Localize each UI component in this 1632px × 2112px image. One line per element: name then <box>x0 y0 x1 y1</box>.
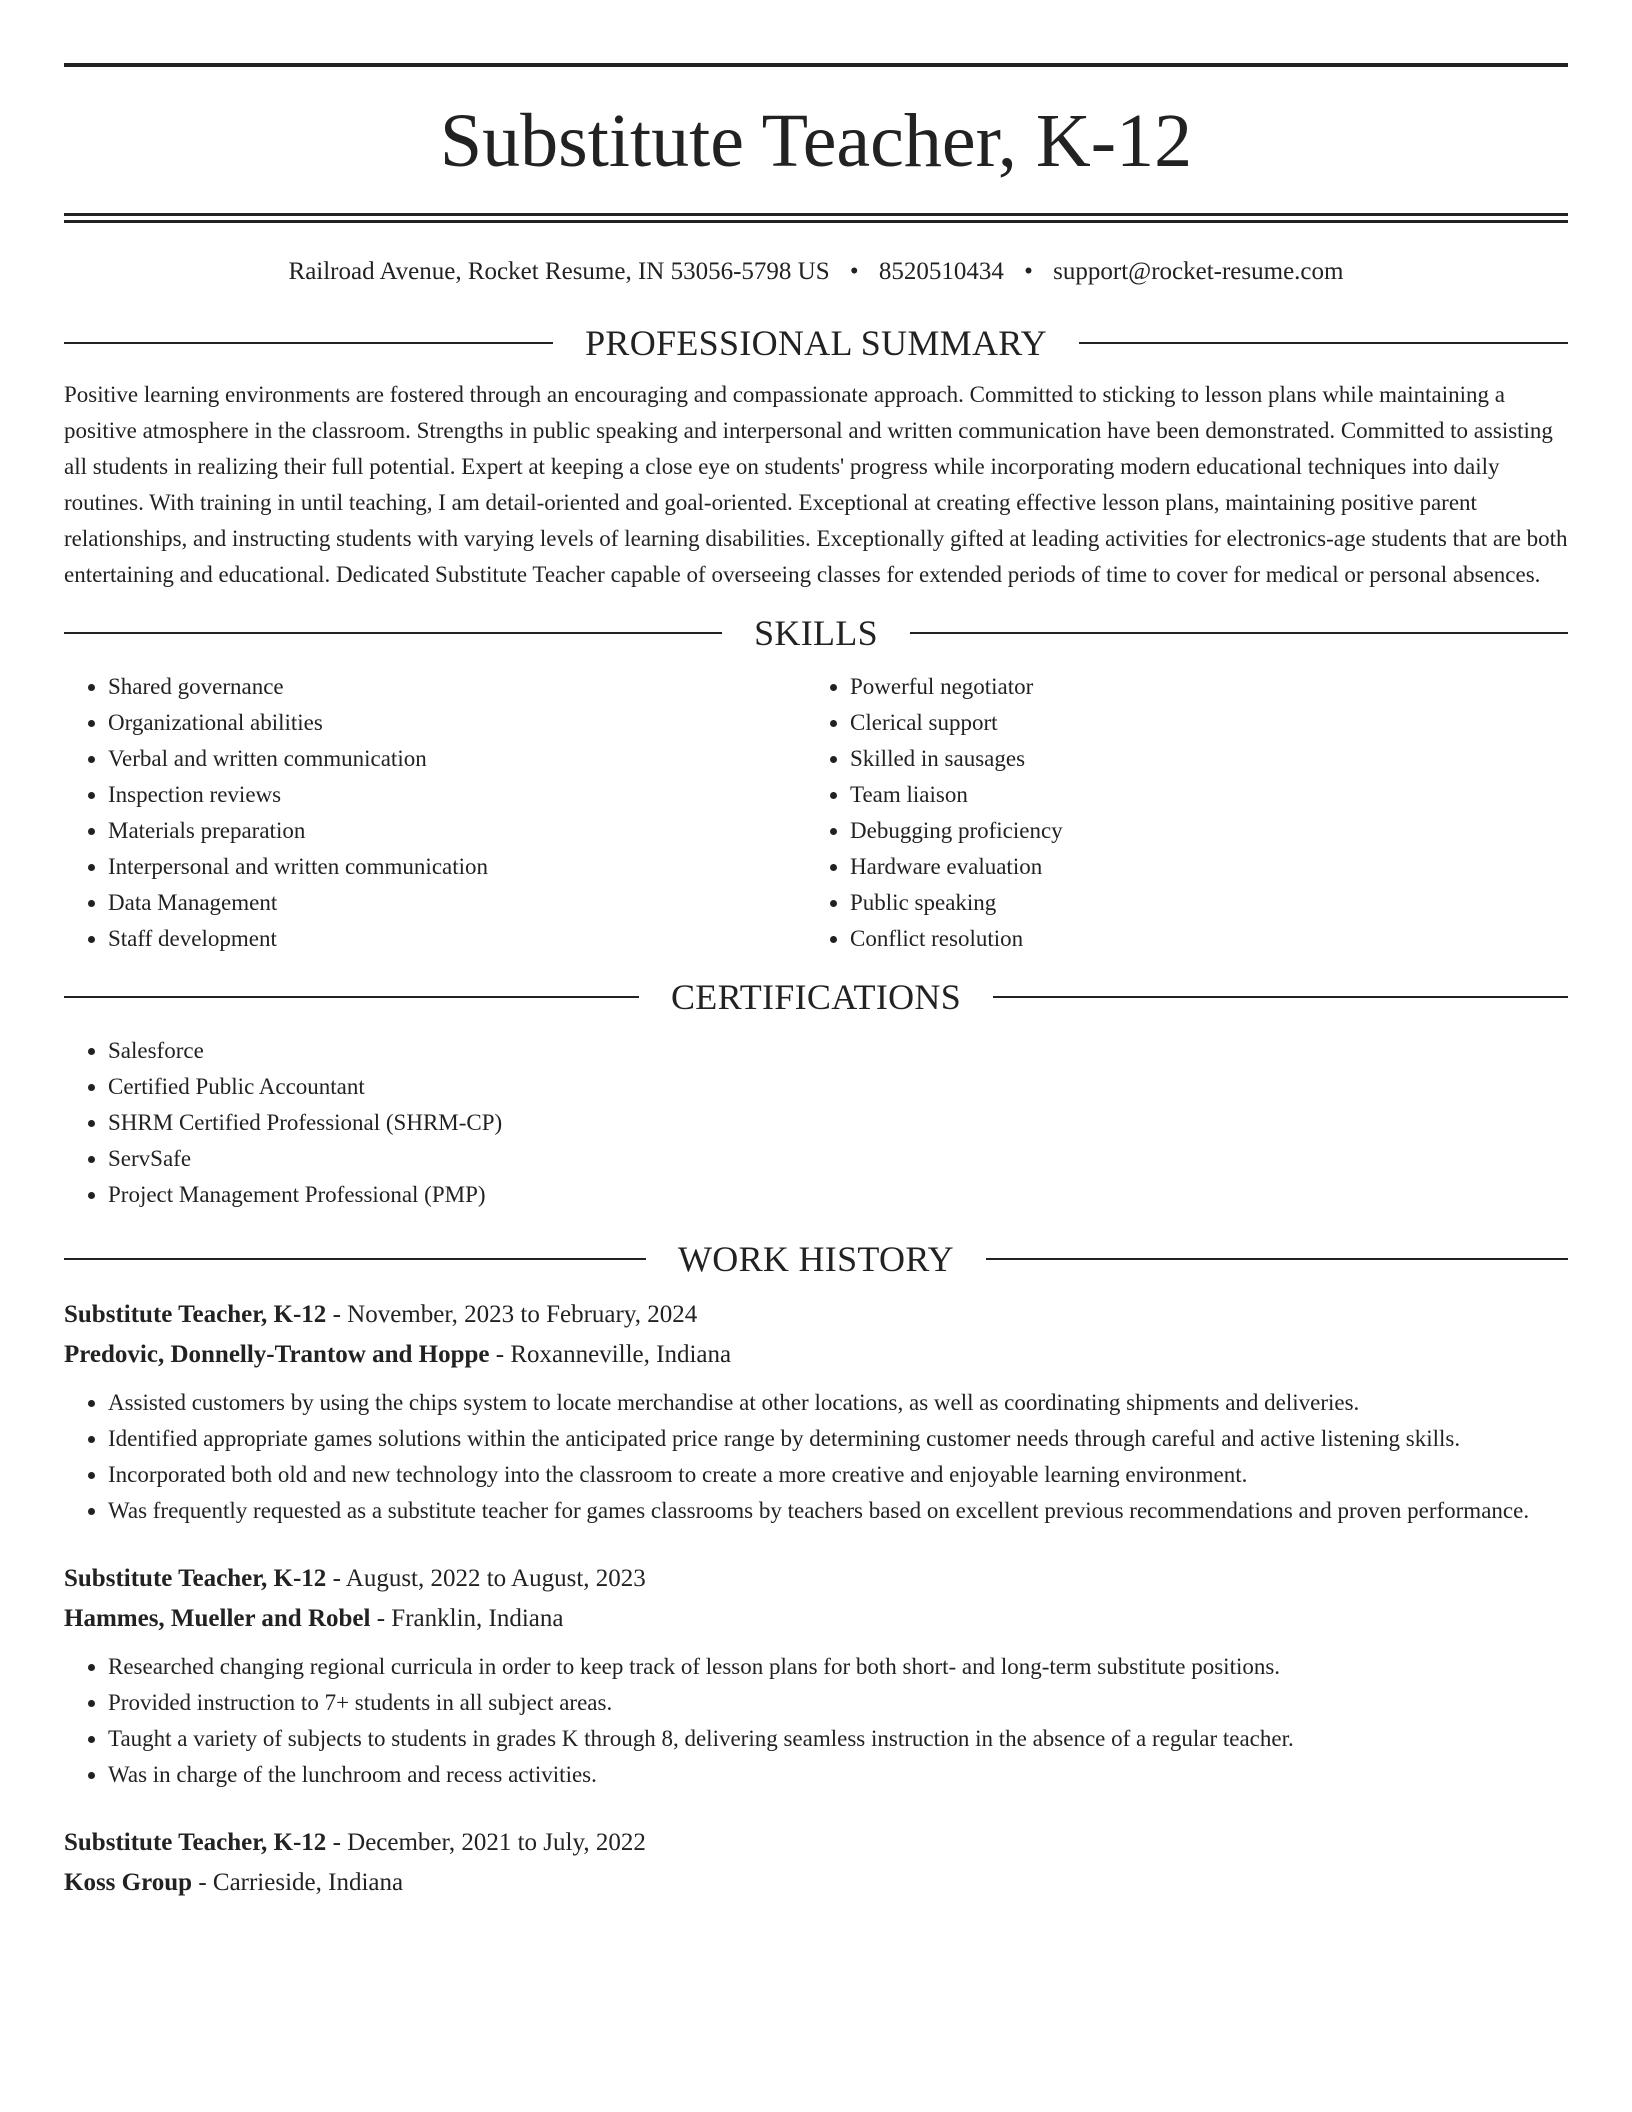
job-dates: - November, 2023 to February, 2024 <box>326 1301 698 1328</box>
job-company-line <box>64 1599 1568 1639</box>
skill-item: • Verbal and written communication <box>108 741 806 777</box>
job-bullet: • Provided instruction to 7+ students in all subject areas. <box>108 1685 1568 1721</box>
job-company-line <box>64 1335 1568 1375</box>
job-bullet: • Was frequently requested as a substitute teacher for games classrooms by teachers based on excellent previous recommendations and proven performance. <box>108 1493 1568 1529</box>
heading-rule <box>910 632 1568 634</box>
contact-phone: 8520510434 <box>878 258 1004 285</box>
job-entry <box>64 1295 1568 1529</box>
job-dates: - August, 2022 to August, 2023 <box>326 1565 646 1592</box>
skills-column-right <box>806 669 1568 957</box>
certifications-list <box>64 1033 1568 1213</box>
skill-item: • Data Management <box>108 885 806 921</box>
skill-item: • Materials preparation <box>108 813 806 849</box>
skill-item: • Inspection reviews <box>108 777 806 813</box>
skill-item: • Staff development <box>108 921 806 957</box>
contact-line <box>64 257 1568 287</box>
skills-list <box>64 669 1568 957</box>
skill-item: • Conflict resolution <box>850 921 1568 957</box>
skill-item: • Hardware evaluation <box>850 849 1568 885</box>
job-bullet: • Incorporated both old and new technology into the classroom to create a more creative and enjoyable learning environment. <box>108 1457 1568 1493</box>
job-company-line <box>64 1863 1568 1903</box>
job-title: Substitute Teacher, K-12 <box>64 1565 327 1592</box>
certification-item: • Salesforce <box>108 1033 1568 1069</box>
work-history-heading-label: WORK HISTORY <box>678 1239 954 1279</box>
summary-heading-label: PROFESSIONAL SUMMARY <box>585 323 1047 363</box>
job-bullet: • Was in charge of the lunchroom and recess activities. <box>108 1757 1568 1793</box>
certification-item: • ServSafe <box>108 1141 1568 1177</box>
job-title: Substitute Teacher, K-12 <box>64 1301 327 1328</box>
heading-rule <box>1079 342 1568 344</box>
job-location: - Carrieside, Indiana <box>192 1869 404 1896</box>
job-bullet: • Taught a variety of subjects to students in grades K through 8, delivering seamless instruction in the absence of a regular teacher. <box>108 1721 1568 1757</box>
skills-heading <box>64 611 1568 655</box>
job-company: Koss Group <box>64 1869 193 1896</box>
resume-content <box>64 0 1568 1903</box>
skill-item: • Public speaking <box>850 885 1568 921</box>
heading-rule <box>993 996 1568 998</box>
resume-title: Substitute Teacher, K-12 <box>439 99 1193 183</box>
top-rule <box>64 63 1568 67</box>
skill-item: • Organizational abilities <box>108 705 806 741</box>
skill-item: • Skilled in sausages <box>850 741 1568 777</box>
job-company: Hammes, Mueller and Robel <box>64 1605 371 1632</box>
skill-item: • Debugging proficiency <box>850 813 1568 849</box>
work-history-heading <box>64 1237 1568 1281</box>
summary-heading <box>64 321 1568 365</box>
job-location: - Franklin, Indiana <box>370 1605 564 1632</box>
certification-item: • SHRM Certified Professional (SHRM-CP) <box>108 1105 1568 1141</box>
skill-item: • Clerical support <box>850 705 1568 741</box>
skill-item: • Interpersonal and written communication <box>108 849 806 885</box>
heading-rule <box>64 996 639 998</box>
certifications-heading-label: CERTIFICATIONS <box>670 977 962 1017</box>
job-title-line <box>64 1823 1568 1863</box>
contact-email: support@rocket-resume.com <box>1053 258 1344 285</box>
job-bullet: • Assisted customers by using the chips system to locate merchandise at other locations, as well as coordinating shipments and deliveries. <box>108 1385 1568 1421</box>
skill-item: • Shared governance <box>108 669 806 705</box>
job-title: Substitute Teacher, K-12 <box>64 1829 327 1856</box>
title-double-rule <box>64 213 1568 223</box>
skills-column-left <box>64 669 806 957</box>
job-location: - Roxanneville, Indiana <box>489 1341 732 1368</box>
certification-item: • Certified Public Accountant <box>108 1069 1568 1105</box>
contact-separator: • <box>849 258 859 285</box>
heading-rule <box>64 1258 646 1260</box>
job-entry <box>64 1559 1568 1793</box>
skills-heading-label: SKILLS <box>754 613 878 653</box>
skill-item: • Team liaison <box>850 777 1568 813</box>
job-entry <box>64 1823 1568 1903</box>
job-title-line <box>64 1559 1568 1599</box>
job-company: Predovic, Donnelly-Trantow and Hoppe <box>64 1341 490 1368</box>
job-dates: - December, 2021 to July, 2022 <box>326 1829 646 1856</box>
summary-text: Positive learning environments are fostered through an encouraging and compassionate approach. Committed to sticking to lesson plans while maintaining a positive atmosphere in the classroom. Strengths in public speaking and interpersonal and written communication have been demonstrated. Committed to assisting all students in realizing their full potential. Expert at keeping a close eye on students' progress while incorporating modern educational techniques into daily routines. With training in until teaching, I am detail-oriented and goal-oriented. Exceptional at creating effective lesson plans, maintaining positive parent relationships, and instructing students with varying levels of learning disabilities. Exceptionally gifted at leading activities for electronics-age students that are both entertaining and educational. Dedicated Substitute Teacher capable of overseeing classes for extended periods of time to cover for medical or personal absences. <box>64 382 1568 587</box>
job-title-line <box>64 1295 1568 1335</box>
heading-rule <box>986 1258 1568 1260</box>
certification-item: • Project Management Professional (PMP) <box>108 1177 1568 1213</box>
heading-rule <box>64 342 553 344</box>
job-bullet: • Identified appropriate games solutions within the anticipated price range by determining customer needs through careful and active listening skills. <box>108 1421 1568 1457</box>
job-bullet: • Researched changing regional curricula in order to keep track of lesson plans for both short- and long-term substitute positions. <box>108 1649 1568 1685</box>
skill-item: • Powerful negotiator <box>850 669 1568 705</box>
contact-separator: • <box>1024 258 1033 285</box>
contact-address: Railroad Avenue, Rocket Resume, IN 53056-5798 US <box>288 258 830 285</box>
certifications-heading <box>64 975 1568 1019</box>
heading-rule <box>64 632 722 634</box>
